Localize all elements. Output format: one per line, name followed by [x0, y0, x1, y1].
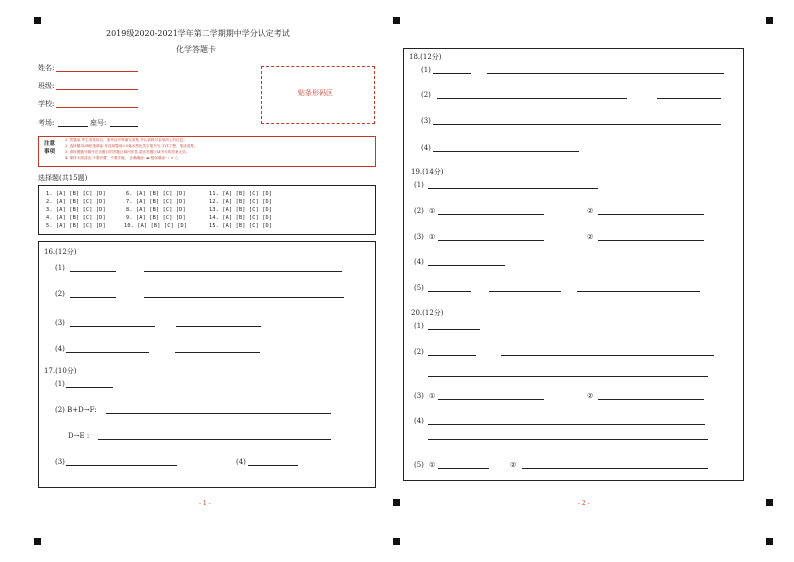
mc-options[interactable]: [A] [B] [C] [D] [55, 199, 106, 205]
answer-line[interactable] [438, 214, 544, 215]
answer-line[interactable] [428, 355, 476, 356]
class-field[interactable] [56, 89, 138, 90]
notes-line: 2. 选择题用2B铅笔填涂,非选择题用0.5毫米黑色签字笔书写,字体工整、笔迹清楚。 [65, 144, 198, 148]
mc-row [124, 223, 187, 229]
answer-line[interactable] [598, 214, 704, 215]
answer-line[interactable] [577, 291, 700, 292]
mc-number: 9. [126, 215, 133, 221]
q19-part: (4) [414, 258, 424, 266]
q20-part: (3) [414, 392, 424, 400]
answer-line[interactable] [489, 291, 561, 292]
registration-mark [766, 499, 773, 506]
registration-mark [766, 17, 773, 24]
mc-row [126, 191, 186, 197]
mc-number: 11. [209, 191, 219, 197]
answer-line[interactable] [428, 188, 598, 189]
answer-line[interactable] [98, 439, 331, 440]
q19-part: (1) [414, 181, 424, 189]
mc-row [46, 215, 106, 221]
q18-title: 18.(12分) [409, 53, 442, 61]
name-label: 姓名: [38, 64, 55, 72]
answer-line[interactable] [437, 98, 627, 99]
answer-line[interactable] [176, 326, 261, 327]
mc-options[interactable]: [A] [B] [C] [D] [222, 215, 273, 221]
answer-line[interactable] [70, 271, 116, 272]
notes-label: 注意 [44, 141, 56, 147]
mc-row [209, 215, 272, 221]
answer-line[interactable] [433, 73, 471, 74]
mc-options[interactable]: [A] [B] [C] [D] [135, 199, 186, 205]
q19-title: 19.(14分) [411, 168, 444, 176]
q17-title: 17.(10分) [44, 367, 77, 375]
mc-row [46, 199, 106, 205]
answer-box-16-17 [38, 241, 376, 488]
mc-options[interactable]: [A] [B] [C] [D] [135, 191, 186, 197]
mc-row [209, 191, 272, 197]
answer-line[interactable] [66, 465, 177, 466]
notes-line: 1. 答题前,考生须将姓名、准考证号等填写清楚,并认真核对条形码上的信息。 [65, 138, 187, 142]
page-number: - 2 - [578, 500, 590, 507]
mc-row [46, 223, 106, 229]
room-field[interactable] [58, 126, 88, 127]
seat-field[interactable] [110, 126, 138, 127]
notes-label: 事项 [44, 149, 56, 155]
q20-title: 20.(12分) [411, 309, 444, 317]
answer-line[interactable] [428, 265, 505, 266]
q20-subpart: ① [429, 461, 436, 469]
q19-subpart: ① [429, 233, 436, 241]
answer-line[interactable] [428, 376, 708, 377]
mc-number: 4. [46, 215, 53, 221]
answer-line[interactable] [438, 468, 489, 469]
mc-number: 13. [209, 207, 219, 213]
mc-options[interactable]: [A] [B] [C] [D] [55, 191, 106, 197]
q17-part: (2) B+D→F: [55, 406, 97, 414]
mc-options[interactable]: [A] [B] [C] [D] [222, 199, 273, 205]
mc-options[interactable]: [A] [B] [C] [D] [222, 207, 273, 213]
q20-subpart: ② [587, 392, 594, 400]
registration-mark [393, 499, 400, 506]
mc-row [46, 191, 106, 197]
q16-part: (4) [55, 345, 65, 353]
answer-line[interactable] [438, 240, 544, 241]
mc-number: 8. [126, 207, 133, 213]
q20-part: (2) [414, 348, 424, 356]
q20-subpart: ② [510, 461, 517, 469]
registration-mark [393, 17, 400, 24]
mc-number: 5. [46, 223, 53, 229]
school-field[interactable] [56, 107, 138, 108]
answer-line[interactable] [66, 387, 113, 388]
registration-mark [393, 538, 400, 545]
school-label: 学校: [38, 100, 55, 108]
q17-part: D→E : [68, 432, 90, 440]
answer-line[interactable] [428, 291, 471, 292]
q19-subpart: ① [429, 207, 436, 215]
answer-line[interactable] [175, 352, 260, 353]
q19-part: (2) [414, 207, 424, 215]
seat-label: 座号: [90, 119, 107, 127]
q18-part: (4) [421, 144, 431, 152]
q17-part: (1) [55, 380, 65, 388]
sheet-subtitle: 化学答题卡 [176, 45, 216, 54]
q18-part: (2) [421, 91, 431, 99]
room-label: 考场: [38, 119, 55, 127]
notes-line: 3. 请按照题号顺序在各题目的答题区域内作答,超出答题区域书写的答案无效。 [65, 150, 190, 154]
answer-line[interactable] [598, 399, 704, 400]
answer-line[interactable] [70, 297, 116, 298]
answer-line[interactable] [428, 329, 480, 330]
mc-options[interactable]: [A] [B] [C] [D] [55, 223, 106, 229]
q16-title: 16.(12分) [44, 248, 77, 256]
mc-options[interactable]: [A] [B] [C] [D] [135, 207, 186, 213]
answer-line[interactable] [433, 151, 579, 152]
answer-line[interactable] [70, 326, 155, 327]
mc-row [209, 199, 272, 205]
mc-number: 6. [126, 191, 133, 197]
answer-line[interactable] [144, 271, 342, 272]
class-label: 班级: [38, 82, 55, 90]
mc-options[interactable]: [A] [B] [C] [D] [222, 191, 273, 197]
page-number: - 1 - [199, 500, 211, 507]
q17-part: (3) [55, 458, 65, 466]
answer-line[interactable] [433, 124, 721, 125]
mc-row [209, 223, 272, 229]
mc-number: 10. [124, 223, 134, 229]
q19-subpart: ② [587, 207, 594, 215]
answer-line[interactable] [657, 98, 721, 99]
answer-line[interactable] [598, 240, 704, 241]
mc-number: 2. [46, 199, 53, 205]
notes-line: 4. 保持卡面清洁,不要折叠、不要弄破。 正确填涂: ▬ 错误填涂: ✓ ✕ ○ [65, 156, 179, 160]
answer-line[interactable] [428, 439, 708, 440]
q20-part: (4) [414, 417, 424, 425]
q20-subpart: ① [429, 392, 436, 400]
registration-mark [766, 538, 773, 545]
answer-line[interactable] [248, 465, 298, 466]
answer-line[interactable] [144, 297, 344, 298]
q19-part: (3) [414, 233, 424, 241]
q19-part: (5) [414, 284, 424, 292]
mc-number: 14. [209, 215, 219, 221]
answer-line[interactable] [501, 355, 714, 356]
mc-title: 选择题(共15题) [38, 174, 88, 182]
barcode-label: 贴条形码区 [298, 89, 333, 97]
name-field[interactable] [56, 71, 138, 72]
answer-line[interactable] [106, 413, 331, 414]
mc-row [126, 215, 186, 221]
answer-line[interactable] [522, 468, 708, 469]
mc-number: 15. [209, 223, 219, 229]
registration-mark [34, 538, 41, 545]
answer-line[interactable] [438, 399, 544, 400]
mc-row [209, 207, 272, 213]
mc-number: 12. [209, 199, 219, 205]
q19-subpart: ② [587, 233, 594, 241]
registration-mark [34, 17, 41, 24]
mc-number: 3. [46, 207, 53, 213]
q17-part: (4) [236, 458, 246, 466]
answer-line[interactable] [66, 352, 149, 353]
exam-title: 2019级2020-2021学年第二学期期中学分认定考试 [106, 29, 290, 38]
mc-options[interactable]: [A] [B] [C] [D] [222, 223, 273, 229]
mc-number: 1. [46, 191, 53, 197]
answer-line[interactable] [487, 73, 724, 74]
q16-part: (3) [55, 319, 65, 327]
mc-options[interactable]: [A] [B] [C] [D] [137, 223, 188, 229]
q16-part: (2) [55, 290, 65, 298]
mc-options[interactable]: [A] [B] [C] [D] [55, 215, 106, 221]
mc-row [126, 207, 186, 213]
q16-part: (1) [55, 264, 65, 272]
mc-number: 7. [126, 199, 133, 205]
q20-part: (1) [414, 322, 424, 330]
q18-part: (3) [421, 117, 431, 125]
mc-options[interactable]: [A] [B] [C] [D] [135, 215, 186, 221]
q18-part: (1) [421, 66, 431, 74]
answer-line[interactable] [428, 424, 705, 425]
q20-part: (5) [414, 461, 424, 469]
mc-row [46, 207, 106, 213]
mc-options[interactable]: [A] [B] [C] [D] [55, 207, 106, 213]
mc-row [126, 199, 186, 205]
